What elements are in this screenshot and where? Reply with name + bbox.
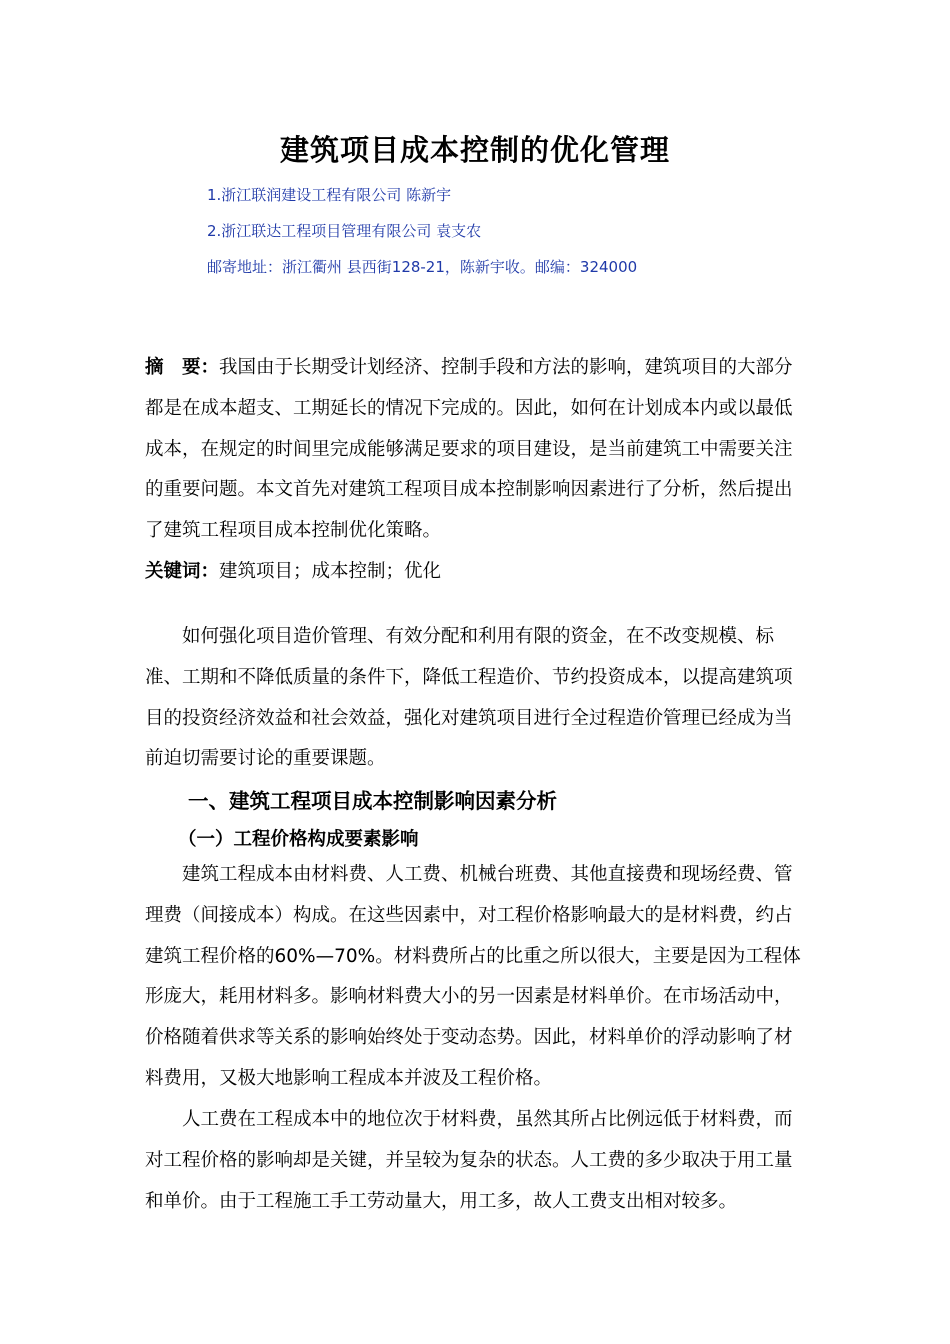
intro-text: 如何强化项目造价管理、有效分配和利用有限的资金，在不改变规模、标准、工期和不降低质量的条件下，降低工程造价、节约投资成本，以提高建筑项目的投资经济效益和社会效益，强化对建筑项目进行全过程造价管理已经成为当前迫切需要讨论的重要课题。 [145, 626, 793, 770]
body-paragraph-1 [145, 855, 808, 1100]
document-title: 建筑项目成本控制的优化管理 [279, 133, 670, 167]
body-text-1: 建筑工程成本由材料费、人工费、机械台班费、其他直接费和现场经费、管理费（间接成本）构成。在这些因素中，对工程价格影响最大的是材料费，约占建筑工程价格的60%—70%。材料费所占的比重之所以很大，主要是因为工程体形庞大，耗用材料多。影响材料费大小的另一因素是材料单价。在市场活动中，价格随着供求等关系的影响始终处于变动态势。因此，材料单价的浮动影响了材料费用，又极大地影响工程成本并波及工程价格。 [145, 864, 801, 1089]
author-line-1: 1.浙江联润建设工程有限公司 陈新宇 [207, 186, 452, 204]
mailing-address: 邮寄地址：浙江衢州 县西街128-21，陈新宇收。邮编：324000 [207, 258, 638, 276]
subsection-heading-1: （一）工程价格构成要素影响 [178, 829, 419, 850]
abstract-text: 我国由于长期受计划经济、控制手段和方法的影响，建筑项目的大部分都是在成本超支、工期延长的情况下完成的。因此，如何在计划成本内或以最低成本，在规定的时间里完成能够满足要求的项目建设，是当前建筑工中需要关注的重要问题。本文首先对建筑工程项目成本控制影响因素进行了分析，然后提出了建筑工程项目成本控制优化策略。 [145, 357, 793, 542]
keywords-text: 建筑项目；成本控制；优化 [219, 561, 442, 582]
keywords-line [145, 554, 441, 590]
abstract-label: 摘 要： [145, 357, 220, 378]
body-paragraph-2 [145, 1100, 808, 1222]
keywords-label: 关键词： [145, 561, 220, 582]
intro-paragraph [145, 617, 808, 780]
section-heading-1: 一、建筑工程项目成本控制影响因素分析 [188, 789, 557, 813]
author-line-2: 2.浙江联达工程项目管理有限公司 袁支农 [207, 222, 482, 240]
body-text-2: 人工费在工程成本中的地位次于材料费，虽然其所占比例远低于材料费，而对工程价格的影响却是关键，并呈较为复杂的状态。人工费的多少取决于用工量和单价。由于工程施工手工劳动量大，用工多，故人工费支出相对较多。 [145, 1109, 793, 1212]
abstract-paragraph [145, 348, 808, 552]
